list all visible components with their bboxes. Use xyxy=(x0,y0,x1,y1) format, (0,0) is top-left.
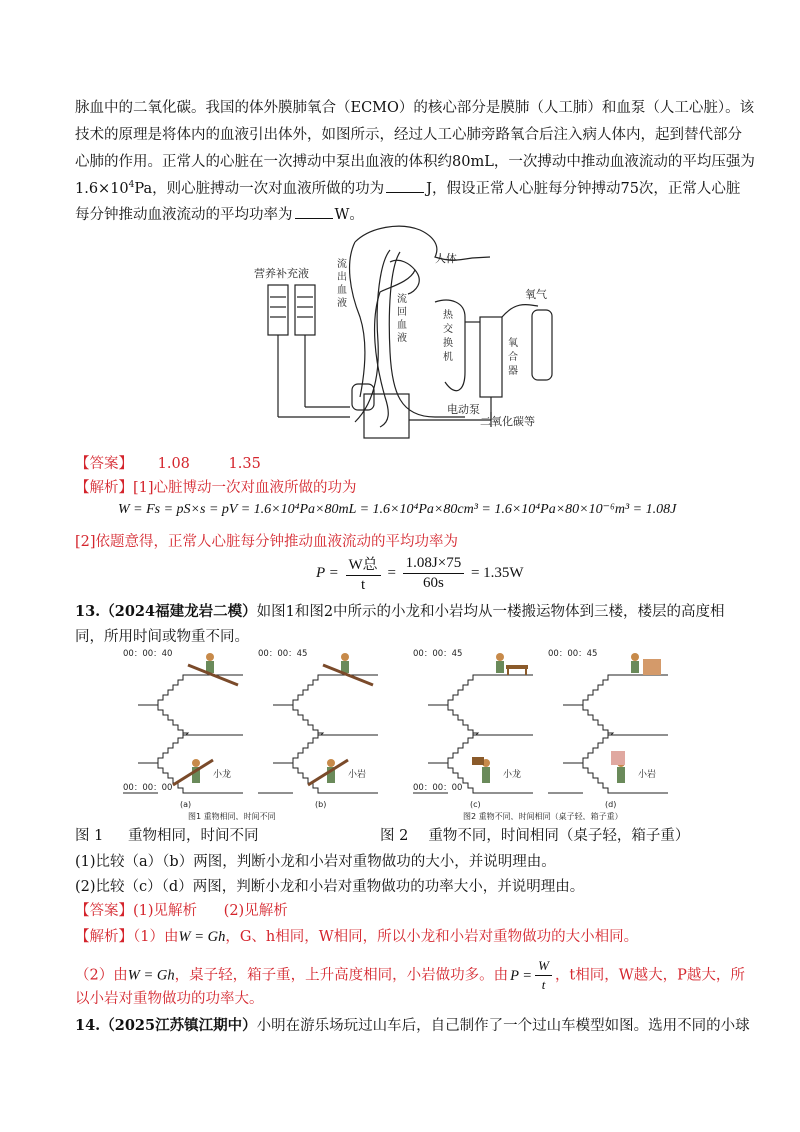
ecmo-label-return xyxy=(397,292,407,344)
svg-text:流: 流 xyxy=(337,259,347,270)
middle-stairs xyxy=(293,705,323,735)
svg-text:流: 流 xyxy=(397,294,407,305)
box-top xyxy=(643,659,661,675)
ans13-answer-line xyxy=(75,899,288,920)
timer-top: 00：00：45 xyxy=(258,649,308,659)
q14-line xyxy=(75,1014,750,1035)
person-top-head xyxy=(341,653,349,661)
timer-bottom: 00：00：00 xyxy=(123,783,173,793)
power-result: = 1.35W xyxy=(470,564,524,581)
work-formula: W = Fs = pS×s = pV = 1.6×10⁴Pa×80mL = 1.6×10⁴Pa×80cm³ = 1.6×10⁴Pa×80×10⁻⁶m³ = 1.08J xyxy=(118,502,677,517)
fig-caption-line xyxy=(75,824,690,845)
svg-text:器: 器 xyxy=(508,366,518,377)
upper-stairs xyxy=(273,675,323,705)
figure2-caption: 图2 重物不同，时间相同（桌子轻，箱子重） xyxy=(463,812,623,820)
analysis-tag: 【解析】 xyxy=(75,929,133,945)
power-answer-blank[interactable] xyxy=(295,206,333,219)
ecmo-label-oxygenator xyxy=(508,336,518,377)
lower-stairs-upper xyxy=(138,733,188,763)
ecmo-label-heat xyxy=(443,308,454,363)
person-top-head xyxy=(206,653,214,661)
upper-stairs xyxy=(138,675,188,705)
lower-stairs-upper xyxy=(563,733,613,763)
stairs-panel-c xyxy=(413,649,533,809)
person-top-head xyxy=(496,653,504,661)
panel-tag: (d) xyxy=(605,800,617,809)
q12-power-unit: W。 xyxy=(334,207,364,223)
q12-work-prompt: Pa，则心脏搏动一次对血液所做的功为 xyxy=(134,181,385,197)
box-carried xyxy=(611,751,625,765)
power-formula: P = $\frac{\text{W总}}{t}$ = $\frac{1.08J\times 75}{60s}$ = 1.35W xyxy=(316,555,524,593)
q12-beat-prompt: J，假设正常人心脏每分钟搏动75次，正常人心脏 xyxy=(426,181,741,197)
power-fraction-2: $\frac{1.08J\times 75}{60s}$ xyxy=(403,555,465,592)
power-fraction-1: $\frac{\text{W总}}{t}$ xyxy=(346,553,381,594)
analysis-tag: 【解析】 xyxy=(75,480,133,496)
q13-sub1: (1)比较（a）（b）两图，判断小龙和小岩对重物做功的大小，并说明理由。 xyxy=(75,854,556,870)
person-bottom-body xyxy=(482,767,490,783)
person-top-head xyxy=(631,653,639,661)
ans12-explain-line xyxy=(75,476,357,497)
middle-stairs xyxy=(448,705,478,735)
timer-top: 00：00：40 xyxy=(123,649,173,659)
ans12-answer-line xyxy=(75,452,261,473)
q13-line2: 同，所用时间或物重不同。 xyxy=(75,629,249,645)
svg-text:回: 回 xyxy=(397,307,407,318)
stairs-figure xyxy=(118,645,683,820)
middle-stairs xyxy=(583,705,613,735)
svg-text:交: 交 xyxy=(443,324,453,335)
fig2-caption xyxy=(380,824,689,845)
panel-tag: (b) xyxy=(315,800,327,809)
stairs-panel-a xyxy=(123,649,243,809)
formula-p: P = xyxy=(510,967,533,984)
ans13-reason1: 【解析】（1）由W = Gh，G、h相同，W相同，所以小龙和小岩对重物做功的大小相同。 xyxy=(75,929,639,945)
q12-text-line1: 脉血中的二氧化碳。我国的体外膜肺氧合（ECMO）的核心部分是膜肺（人工肺）和血泵（人工心脏）。该 xyxy=(75,100,755,116)
q14-text: 小明在游乐场玩过山车后，自己制作了一个过山车模型如图。选用不同的小球 xyxy=(256,1018,750,1034)
timer-bottom: 00：00：00 xyxy=(413,783,463,793)
stairs-panel-d xyxy=(548,649,668,809)
ecmo-label-outflow xyxy=(337,257,347,309)
power-formula-lhs: P = xyxy=(316,564,339,581)
q12-text-line4 xyxy=(75,177,740,198)
svg-text:血: 血 xyxy=(337,285,347,296)
person-top-body xyxy=(631,661,639,673)
person-bottom-head xyxy=(327,759,335,767)
q12-text-line2: 技术的原理是将体内的血液引出体外，如图所示，经过人工心肺旁路氧合后注入病人体内，起到替代部分 xyxy=(75,127,742,143)
lower-stairs-upper xyxy=(273,733,323,763)
panel-tag: (c) xyxy=(470,800,481,809)
q12-text-line5 xyxy=(75,203,364,224)
person-name: 小龙 xyxy=(503,770,522,780)
pressure-value: 1.6×10 xyxy=(75,181,129,197)
ans13-reason3: 以小岩对重物做功的功率大。 xyxy=(75,991,264,1007)
answer-13-1: (1)见解析 xyxy=(133,903,198,919)
timer-top: 00：00：45 xyxy=(413,649,463,659)
timer-top: 00：00：45 xyxy=(548,649,598,659)
q14-number: 14. xyxy=(75,1017,101,1034)
figure1-caption: 图1 重物相同，时间不同 xyxy=(188,812,276,820)
panel-tag: (a) xyxy=(180,800,192,809)
svg-text:换: 换 xyxy=(443,338,453,349)
svg-text:合: 合 xyxy=(508,352,518,363)
q13-source: （2024福建龙岩二模） xyxy=(100,603,257,620)
svg-text:机: 机 xyxy=(443,352,453,363)
ans13-reason2: （2）由W = Gh，桌子轻，箱子重，上升高度相同，小岩做功多。由 P = $\frac{W}{t}$ ，t相同，W越大，P越大，所 xyxy=(75,958,745,992)
answer-tag: 【答案】 xyxy=(75,456,133,472)
formula-w-over-t: $\frac{W}{t}$ xyxy=(535,958,552,993)
fig2-desc: 重物不同，时间相同（桌子轻，箱子重） xyxy=(428,828,690,844)
answer-13-2: (2)见解析 xyxy=(223,903,288,919)
lower-stairs-upper xyxy=(428,733,478,763)
answer-value-1: 1.08 xyxy=(157,456,190,472)
ecmo-label-pump: 电动泵 xyxy=(447,403,480,416)
person-bottom-body xyxy=(617,767,625,783)
table-top xyxy=(506,665,528,669)
ecmo-label-yingyang: 营养补充液 xyxy=(254,267,309,280)
upper-stairs xyxy=(563,675,613,705)
q13-sub2: (2)比较（c）（d）两图，判断小龙和小岩对重物做功的功率大小，并说明理由。 xyxy=(75,879,585,895)
middle-stairs xyxy=(158,705,188,735)
person-top-body xyxy=(496,661,504,673)
fig1-desc: 重物相同，时间不同 xyxy=(127,828,259,844)
analysis-step1: [1]心脏博动一次对血液所做的功为 xyxy=(133,480,357,496)
ecmo-label-renti: 人体 xyxy=(435,252,457,265)
pressure-exponent: 4 xyxy=(128,180,135,191)
person-name: 小龙 xyxy=(213,770,232,780)
svg-text:液: 液 xyxy=(397,333,407,344)
q14-source: （2025江苏镇江期中） xyxy=(100,1017,257,1034)
formula-w-gh: W = Gh xyxy=(178,929,226,945)
person-bottom-head xyxy=(192,759,200,767)
q13-number: 13. xyxy=(75,603,101,620)
formula-w-gh-2: W = Gh xyxy=(127,967,175,984)
svg-text:液: 液 xyxy=(337,298,347,309)
work-answer-blank[interactable] xyxy=(386,180,424,193)
q13-text: 如图1和图2中所示的小龙和小岩均从一楼搬运物体到三楼，楼层的高度相 xyxy=(256,604,725,620)
answer-tag: 【答案】 xyxy=(75,903,133,919)
svg-text:出: 出 xyxy=(337,272,347,283)
fig2-label: 图 2 xyxy=(380,828,409,844)
q13-line1 xyxy=(75,600,725,621)
stairs-panel-b xyxy=(258,649,378,809)
ans12-step2: [2]依题意得，正常人心脏每分钟推动血液流动的平均功率为 xyxy=(75,534,459,550)
q12-power-prompt: 每分钟推动血液流动的平均功率为 xyxy=(75,207,293,223)
ecmo-label-co2: 二氧化碳等 xyxy=(480,415,535,428)
q12-text-line3: 心肺的作用。正常人的心脏在一次搏动中泵出血液的体积约80mL，一次搏动中推动血液流动的平均压强为 xyxy=(75,154,755,170)
fig1-label: 图 1 xyxy=(75,828,104,844)
person-name: 小岩 xyxy=(348,770,367,780)
svg-text:热: 热 xyxy=(443,310,453,321)
svg-text:血: 血 xyxy=(397,320,407,331)
ecmo-diagram xyxy=(240,222,570,444)
svg-text:氧: 氧 xyxy=(508,338,518,349)
ecmo-label-oxygen: 氧气 xyxy=(525,288,547,301)
upper-stairs xyxy=(428,675,478,705)
answer-value-2: 1.35 xyxy=(228,456,261,472)
person-name: 小岩 xyxy=(638,770,657,780)
table-carried xyxy=(472,757,484,765)
lower-stairs xyxy=(583,763,613,793)
